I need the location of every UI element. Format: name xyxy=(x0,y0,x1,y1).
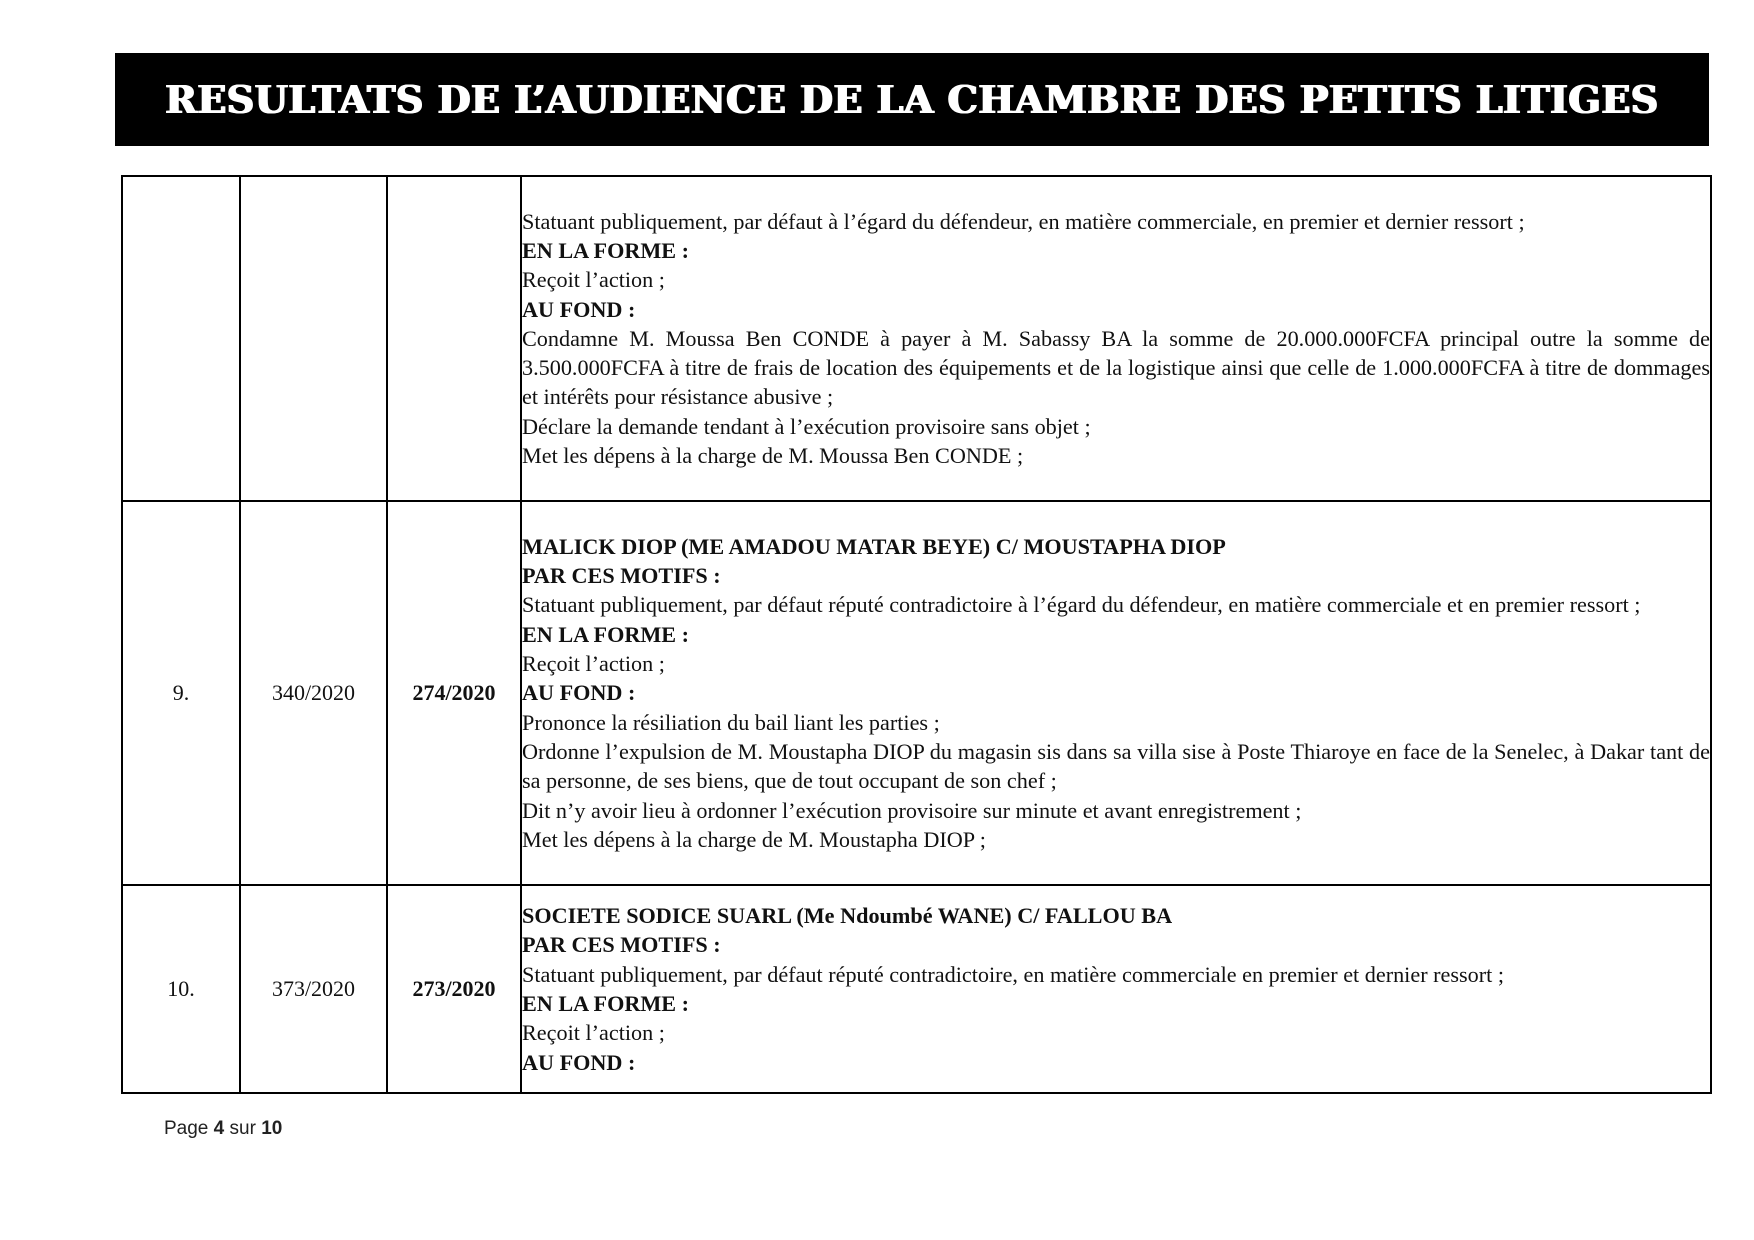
decision-heading: AU FOND : xyxy=(522,680,636,706)
decision-text-cell xyxy=(521,885,1711,1093)
table-row xyxy=(122,501,1711,885)
decision-line: Prononce la résiliation du bail liant les parties ; xyxy=(522,709,940,735)
table-row xyxy=(122,176,1711,501)
decision-line: Ordonne l’expulsion de M. Moustapha DIOP du magasin sis dans sa villa sise à Poste Thiaroye en face de la Senelec, à Dakar tant de sa personne, de ses biens, que de tout occupant de son chef ; xyxy=(522,738,1710,794)
case-number-cell: 9. xyxy=(122,501,240,885)
page-title: RESULTATS DE L’AUDIENCE DE LA CHAMBRE DES PETITS LITIGES xyxy=(165,77,1659,122)
decision-line: Met les dépens à la charge de M. Moustapha DIOP ; xyxy=(522,826,986,852)
decision-line: Statuant publiquement, par défaut réputé contradictoire à l’égard du défendeur, en matière commerciale et en premier ressort ; xyxy=(522,592,1641,618)
decision-heading: SOCIETE SODICE SUARL (Me Ndoumbé WANE) C/ FALLOU BA xyxy=(522,903,1173,929)
decision-heading: EN LA FORME : xyxy=(522,621,690,647)
rg-number-cell: 340/2020 xyxy=(240,501,387,885)
header-banner xyxy=(115,53,1709,146)
ordonnance-number-cell: 274/2020 xyxy=(387,501,521,885)
decision-heading: EN LA FORME : xyxy=(522,991,690,1016)
decision-heading: AU FOND : xyxy=(522,1049,636,1075)
case-number-cell xyxy=(122,176,240,501)
decision-line: Condamne M. Moussa Ben CONDE à payer à M. Sabassy BA la somme de 20.000.000FCFA principal outre la somme de 3.500.000FCFA à titre de frais de location des équipements et de la logistique ainsi que celle de 1.000.000FCFA à titre de dommages et intérêts pour résistance abusive ; xyxy=(522,325,1710,410)
decision-text-cell xyxy=(521,501,1711,885)
decision-line: Reçoit l’action ; xyxy=(522,267,665,293)
decision-heading: EN LA FORME : xyxy=(522,237,690,263)
decision-line: Déclare la demande tendant à l’exécution provisoire sans objet ; xyxy=(522,413,1091,439)
decision-line: Met les dépens à la charge de M. Moussa Ben CONDE ; xyxy=(522,443,1024,469)
decision-line: Reçoit l’action ; xyxy=(522,651,665,677)
decision-heading: AU FOND : xyxy=(522,296,636,322)
table-row xyxy=(122,885,1711,1093)
of-word: sur xyxy=(229,1118,256,1139)
case-number-cell: 10. xyxy=(122,885,240,1093)
page-word: Page xyxy=(164,1118,209,1139)
decision-heading: PAR CES MOTIFS : xyxy=(522,563,721,589)
decision-text-cell xyxy=(521,176,1711,501)
page-number: 4 xyxy=(213,1118,225,1139)
ordonnance-number-cell xyxy=(387,176,521,501)
decision-line: Statuant publiquement, par défaut à l’égard du défendeur, en matière commerciale, en premier et dernier ressort ; xyxy=(522,208,1525,234)
results-table xyxy=(121,175,1712,1094)
rg-number-cell xyxy=(240,176,387,501)
decision-heading: MALICK DIOP (ME AMADOU MATAR BEYE) C/ MOUSTAPHA DIOP xyxy=(522,533,1226,559)
decision-line: Dit n’y avoir lieu à ordonner l’exécution provisoire sur minute et avant enregistrement ; xyxy=(522,797,1302,823)
decision-line: Reçoit l’action ; xyxy=(522,1020,665,1046)
decision-line: Statuant publiquement, par défaut réputé contradictoire, en matière commerciale en premier et dernier ressort ; xyxy=(522,961,1504,987)
page-total: 10 xyxy=(261,1118,283,1139)
page-footer xyxy=(164,1118,282,1140)
ordonnance-number-cell: 273/2020 xyxy=(387,885,521,1093)
rg-number-cell: 373/2020 xyxy=(240,885,387,1093)
decision-heading: PAR CES MOTIFS : xyxy=(522,932,721,958)
